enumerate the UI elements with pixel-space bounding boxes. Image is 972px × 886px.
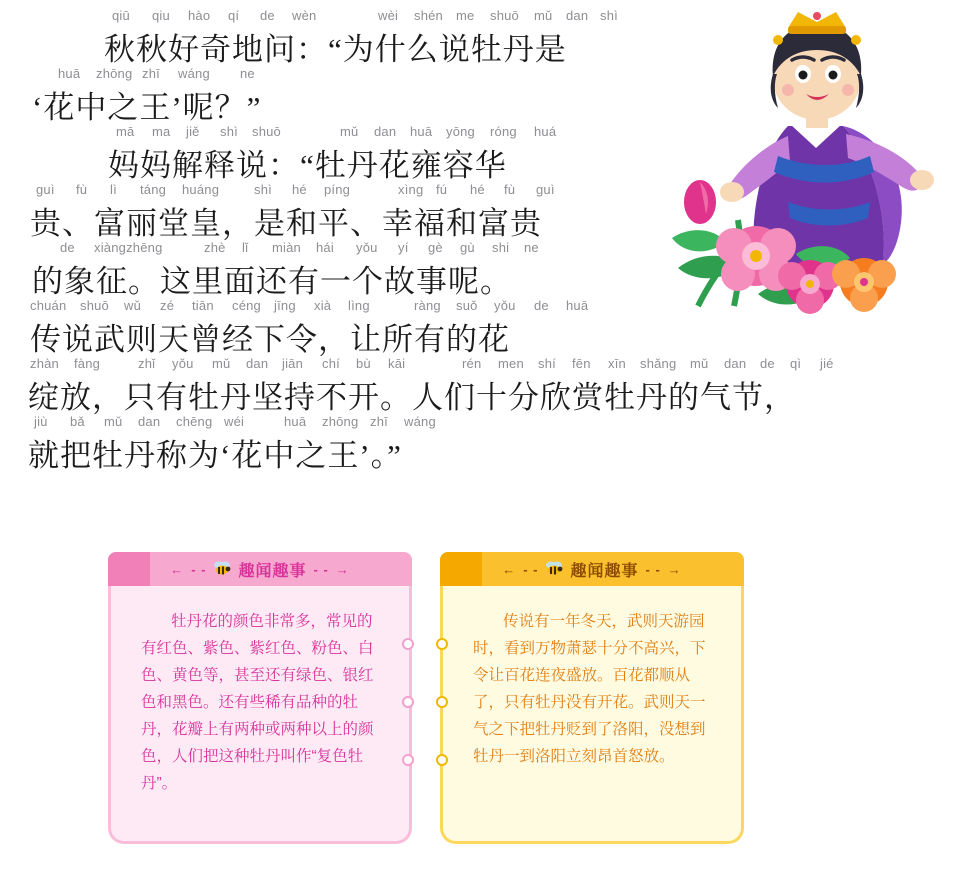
- pinyin-syllable: shuō: [490, 8, 519, 23]
- pinyin-syllable: de: [260, 8, 275, 23]
- bee-icon: [545, 561, 563, 578]
- connector-dot: [436, 638, 448, 650]
- pinyin-syllable: dan: [374, 124, 397, 139]
- pinyin-syllable: gè: [428, 240, 443, 255]
- pinyin-syllable: yǒu: [356, 240, 378, 255]
- pinyin-syllable: mǔ: [104, 414, 123, 429]
- text-line: [0, 354, 834, 415]
- pinyin-syllable: dan: [246, 356, 269, 371]
- pinyin-syllable: fàng: [74, 356, 101, 371]
- pinyin-row: [0, 6, 640, 26]
- pinyin-syllable: ne: [240, 66, 255, 81]
- pinyin-syllable: zhè: [204, 240, 226, 255]
- connector-dot: [436, 696, 448, 708]
- text-line: [0, 238, 640, 299]
- connector-dot: [402, 696, 414, 708]
- pinyin-syllable: céng: [232, 298, 261, 313]
- pinyin-syllable: ne: [524, 240, 539, 255]
- story-text-block: [0, 0, 834, 473]
- pinyin-syllable: hé: [470, 182, 485, 197]
- pinyin-syllable: xīn: [608, 356, 626, 371]
- text-line: [0, 6, 640, 67]
- pinyin-syllable: shì: [220, 124, 238, 139]
- pinyin-row: [0, 296, 640, 316]
- dashes-left: - -: [523, 561, 539, 577]
- pinyin-row: [0, 64, 640, 84]
- hanzi-row: 绽放，只有牡丹坚持不开。人们十分欣赏牡丹的气节，: [28, 380, 796, 415]
- pinyin-syllable: jié: [820, 356, 834, 371]
- arrow-left-icon: ←: [170, 561, 185, 577]
- connector-dots-left-card: [402, 638, 416, 812]
- pinyin-syllable: dan: [138, 414, 161, 429]
- pinyin-syllable: shi: [492, 240, 510, 255]
- pinyin-syllable: jiān: [282, 356, 304, 371]
- fun-fact-inner-left: [141, 608, 383, 823]
- pinyin-syllable: mǔ: [534, 8, 553, 23]
- hanzi-row: 妈妈解释说：“牡丹花雍容华: [108, 148, 507, 183]
- pinyin-syllable: wéi: [224, 414, 245, 429]
- fun-fact-header-right: [440, 552, 744, 586]
- pinyin-syllable: lì: [110, 182, 117, 197]
- pinyin-syllable: fù: [504, 182, 516, 197]
- hanzi-row: 就把牡丹称为‘花中之王’。”: [28, 438, 402, 473]
- text-line: [0, 412, 640, 473]
- pinyin-syllable: kāi: [388, 356, 406, 371]
- pinyin-syllable: qiu: [152, 8, 170, 23]
- pinyin-syllable: wèn: [292, 8, 317, 23]
- pinyin-syllable: mǔ: [690, 356, 709, 371]
- pinyin-syllable: fù: [76, 182, 88, 197]
- dashes-left: - -: [191, 561, 207, 577]
- pinyin-syllable: ràng: [414, 298, 441, 313]
- bee-icon: [213, 561, 231, 578]
- pinyin-syllable: wèi: [378, 8, 399, 23]
- pinyin-syllable: gù: [460, 240, 475, 255]
- pinyin-syllable: shén: [414, 8, 443, 23]
- connector-dot: [402, 754, 414, 766]
- fun-fact-title-left: [108, 552, 412, 586]
- pinyin-syllable: bǎ: [70, 414, 85, 429]
- text-line: [0, 122, 640, 183]
- pinyin-syllable: zhàn: [30, 356, 59, 371]
- pinyin-syllable: zhǐ: [138, 356, 156, 371]
- pinyin-syllable: zhī: [370, 414, 388, 429]
- pinyin-syllable: xià: [314, 298, 332, 313]
- fun-fact-header-left: [108, 552, 412, 586]
- fun-fact-text-left: 牡丹花的颜色非常多，常见的有红色、紫色、紫红色、粉色、白色、黄色等，甚至还有绿色、银红色和黑色。还有些稀有品种的牡丹，花瓣上有两种或两种以上的颜色，人们把这种牡丹叫作“复色牡丹”。: [141, 613, 374, 792]
- pinyin-syllable: huā: [58, 66, 81, 81]
- pinyin-syllable: mā: [116, 124, 135, 139]
- pinyin-row: [0, 354, 834, 374]
- pinyin-syllable: mǔ: [212, 356, 231, 371]
- text-line: [0, 64, 640, 125]
- fun-fact-title-text-left: 趣闻趣事: [238, 562, 307, 580]
- pinyin-syllable: suǒ: [456, 298, 478, 313]
- pinyin-syllable: fú: [436, 182, 448, 197]
- text-line: [0, 180, 640, 241]
- pinyin-syllable: huā: [410, 124, 433, 139]
- pinyin-syllable: rén: [462, 356, 482, 371]
- fun-fact-card-left: [108, 552, 412, 844]
- pinyin-syllable: wáng: [404, 414, 436, 429]
- pinyin-syllable: qì: [790, 356, 802, 371]
- pinyin-syllable: táng: [140, 182, 167, 197]
- fun-fact-title-text-right: 趣闻趣事: [570, 562, 639, 580]
- pinyin-syllable: jiě: [186, 124, 200, 139]
- pinyin-syllable: chēng: [176, 414, 213, 429]
- fun-fact-text-right: 传说有一年冬天，武则天游园时，看到万物萧瑟十分不高兴，下令让百花连夜盛放。百花都顺从了，只有牡丹没有开花。武则天一气之下把牡丹贬到了洛阳，没想到牡丹一到洛阳立刻昂首怒放。: [473, 613, 706, 765]
- pinyin-syllable: lìng: [348, 298, 370, 313]
- connector-dots-right-card: [436, 638, 450, 812]
- pinyin-syllable: shǎng: [640, 356, 677, 371]
- pinyin-syllable: zhōng: [322, 414, 359, 429]
- fun-fact-title-right: [440, 552, 744, 586]
- arrow-left-icon: ←: [502, 561, 517, 577]
- pinyin-syllable: xìng: [398, 182, 424, 197]
- pinyin-syllable: shì: [254, 182, 272, 197]
- pinyin-syllable: qí: [228, 8, 240, 23]
- pinyin-syllable: lǐ: [242, 240, 249, 255]
- pinyin-syllable: wǔ: [124, 298, 142, 313]
- pinyin-syllable: píng: [324, 182, 351, 197]
- pinyin-syllable: shì: [600, 8, 618, 23]
- pinyin-syllable: hào: [188, 8, 211, 23]
- pinyin-syllable: zé: [160, 298, 175, 313]
- pinyin-syllable: yí: [398, 240, 409, 255]
- connector-dot: [402, 638, 414, 650]
- pinyin-syllable: huáng: [182, 182, 220, 197]
- pinyin-syllable: yǒu: [172, 356, 194, 371]
- pinyin-syllable: huā: [566, 298, 589, 313]
- pinyin-row: [0, 412, 640, 432]
- fun-facts-section: [108, 552, 808, 852]
- pinyin-syllable: xiàngzhēng: [94, 240, 163, 255]
- pinyin-row: [0, 122, 640, 142]
- pinyin-syllable: men: [498, 356, 524, 371]
- pinyin-syllable: zhī: [142, 66, 160, 81]
- dashes-right: - -: [313, 561, 329, 577]
- pinyin-syllable: tiān: [192, 298, 214, 313]
- hanzi-row: 秋秋好奇地问：“为什么说牡丹是: [104, 32, 567, 67]
- pinyin-syllable: qiū: [112, 8, 130, 23]
- pinyin-syllable: chuán: [30, 298, 67, 313]
- fun-fact-body-right: [440, 586, 744, 844]
- arrow-right-icon: →: [667, 561, 682, 577]
- pinyin-syllable: bù: [356, 356, 371, 371]
- pinyin-syllable: fēn: [572, 356, 591, 371]
- pinyin-syllable: shuō: [252, 124, 281, 139]
- pinyin-syllable: wáng: [178, 66, 210, 81]
- pinyin-syllable: hé: [292, 182, 307, 197]
- pinyin-syllable: de: [760, 356, 775, 371]
- hanzi-row: 的象征。这里面还有一个故事呢。: [32, 264, 512, 299]
- empress-wu-cartoon-with-peony-flowers-illustration: [638, 6, 968, 326]
- arrow-right-icon: →: [335, 561, 350, 577]
- pinyin-syllable: chí: [322, 356, 340, 371]
- pinyin-syllable: dan: [566, 8, 589, 23]
- pinyin-syllable: róng: [490, 124, 517, 139]
- pinyin-syllable: dan: [724, 356, 747, 371]
- hanzi-row: 贵、富丽堂皇，是和平、幸福和富贵: [30, 206, 542, 241]
- dashes-right: - -: [645, 561, 661, 577]
- pinyin-syllable: me: [456, 8, 475, 23]
- pinyin-syllable: yǒu: [494, 298, 516, 313]
- fun-fact-body-left: [108, 586, 412, 844]
- pinyin-syllable: jiù: [34, 414, 48, 429]
- pinyin-row: [0, 238, 640, 258]
- pinyin-syllable: miàn: [272, 240, 301, 255]
- connector-dot: [436, 754, 448, 766]
- pinyin-syllable: huā: [284, 414, 307, 429]
- pinyin-syllable: de: [534, 298, 549, 313]
- fun-fact-card-right: [440, 552, 744, 844]
- pinyin-row: [0, 180, 640, 200]
- pinyin-syllable: shuō: [80, 298, 109, 313]
- pinyin-syllable: huá: [534, 124, 557, 139]
- pinyin-syllable: ma: [152, 124, 171, 139]
- text-line: [0, 296, 640, 357]
- pinyin-syllable: jīng: [274, 298, 296, 313]
- pinyin-syllable: de: [60, 240, 75, 255]
- pinyin-syllable: hái: [316, 240, 334, 255]
- fun-fact-inner-right: [473, 608, 715, 823]
- hanzi-row: 传说武则天曾经下令，让所有的花: [30, 322, 510, 357]
- pinyin-syllable: guì: [536, 182, 555, 197]
- pinyin-syllable: zhōng: [96, 66, 133, 81]
- pinyin-syllable: yōng: [446, 124, 475, 139]
- pinyin-syllable: guì: [36, 182, 55, 197]
- pinyin-syllable: shí: [538, 356, 556, 371]
- pinyin-syllable: mǔ: [340, 124, 359, 139]
- hanzi-row: ‘花中之王’呢？”: [32, 90, 262, 125]
